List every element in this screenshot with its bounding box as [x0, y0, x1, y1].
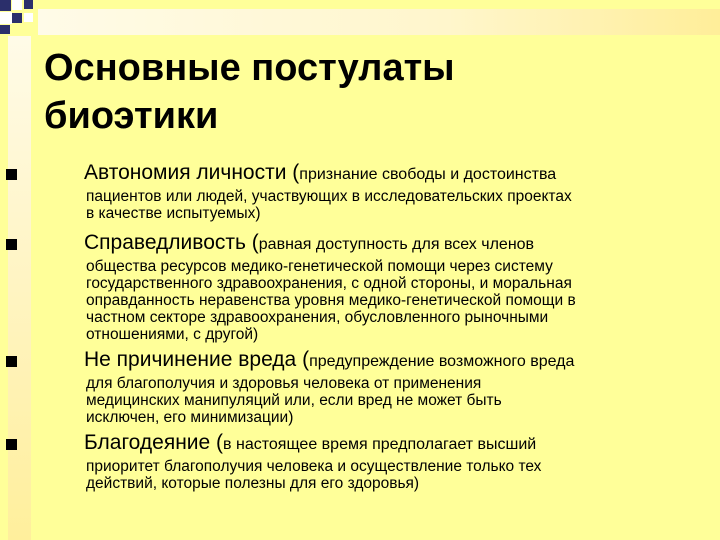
bullet-square-icon	[6, 239, 17, 250]
bullet-text-line: оправданность неравенства уровня медико-генетической помощи в	[86, 292, 576, 309]
left-gradient-bar	[8, 36, 31, 540]
bullet-heading-rest: предупреждение возможного вреда	[309, 353, 575, 370]
bullet-item	[52, 230, 712, 347]
bullet-text-line: отношениями, с другой)	[86, 326, 259, 343]
corner-square	[0, 25, 10, 34]
bullet-text-line: частном секторе здравоохранения, обусловленного рыночными	[86, 309, 549, 326]
bullet-text-line: действий, которые полезны для его здоровья)	[86, 475, 420, 492]
bullet-heading	[84, 230, 712, 258]
bullet-text-line: в качестве испытуемых)	[86, 205, 261, 222]
bullet-text-line: пациентов или людей, участвующих в исследовательских проектах	[86, 188, 572, 205]
bullet-item	[52, 430, 712, 490]
bullet-text-line: для благополучия и здоровья человека от применения	[86, 375, 482, 392]
bullet-heading	[84, 160, 712, 188]
bullet-square-icon	[6, 169, 17, 180]
corner-square	[12, 0, 22, 10]
bullet-list	[52, 160, 712, 490]
bullet-item	[52, 160, 712, 230]
bullet-term: Благодеяние (	[84, 431, 224, 454]
bullet-term: Автономия личности (	[84, 161, 300, 184]
bullet-text-line: приоритет благополучия человека и осуществление только тех	[86, 458, 542, 475]
title-line: Основные постулаты	[44, 47, 455, 89]
title-line: биоэтики	[44, 95, 219, 137]
bullet-heading-rest: в настоящее время предполагает высший	[223, 436, 537, 453]
corner-square	[0, 12, 12, 24]
bullet-heading	[84, 430, 712, 458]
bullet-heading	[84, 347, 712, 375]
bullet-text-line: общества ресурсов медико-генетической помощи через систему	[86, 258, 553, 275]
top-gradient-bar	[38, 9, 720, 35]
bullet-square-icon	[6, 439, 17, 450]
bullet-text-line: государственного здравоохранения, с одной стороны, и моральная	[86, 275, 572, 292]
corner-square	[12, 13, 22, 23]
bullet-term: Не причинение вреда (	[84, 348, 310, 371]
corner-square	[24, 13, 33, 22]
slide-title	[44, 44, 455, 140]
bullet-text-line: медицинских манипуляций или, если вред не может быть	[86, 392, 502, 409]
bullet-text-line: исключен, его минимизации)	[86, 409, 294, 426]
bullet-heading-rest: равная доступность для всех членов	[258, 236, 535, 253]
bullet-heading-rest: признание свободы и достоинства	[299, 166, 557, 183]
bullet-item	[52, 347, 712, 430]
corner-square	[0, 0, 11, 11]
bullet-term: Справедливость (	[84, 231, 259, 254]
bullet-square-icon	[6, 356, 17, 367]
corner-square	[24, 0, 33, 9]
